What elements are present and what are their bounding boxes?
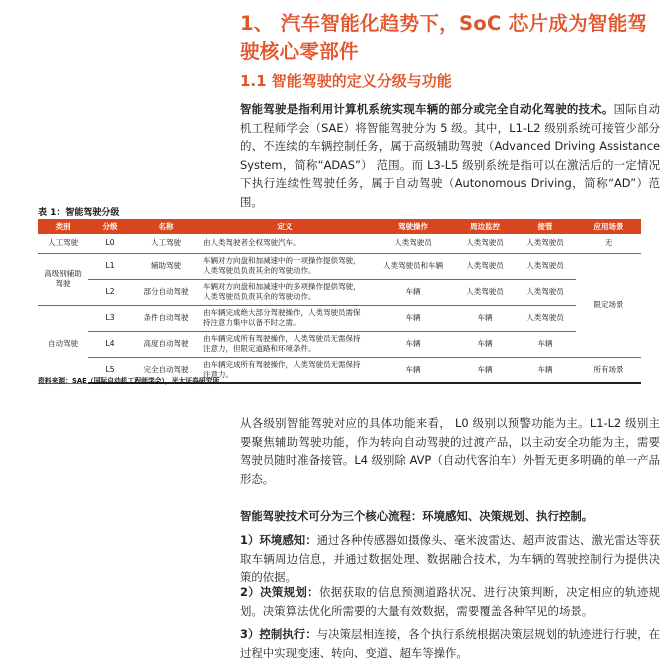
name-cell: 部分自动驾驶 [132,279,200,305]
table-row [38,305,641,331]
name-cell: 人工驾驶 [132,234,200,253]
table-header-row [38,219,641,234]
core-flow-title: 智能驾驶技术可分为三个核心流程：环境感知、决策规划、执行控制。 [240,509,594,523]
monitoring-cell: 车辆 [456,331,514,357]
header-name: 名称 [132,219,200,234]
takeover-cell: 车辆 [514,357,576,383]
level-cell: L5 [88,357,132,383]
definition-cell: 由车辆完成绝大部分驾驶操作，人类驾驶员需保持注意力集中以备不时之需。 [200,305,370,331]
table-row [38,331,641,357]
table-row [38,234,641,253]
operation-cell: 车辆 [370,357,456,383]
planning-item [240,583,660,620]
scene-cell: 无 [576,234,641,253]
table-source: 资料来源：SAE（国际自动机工程师学会），光大证券研究所 [38,377,220,385]
header-level: 分级 [88,219,132,234]
header-category: 类别 [38,219,88,234]
section-title: 1、 汽车智能化趋势下，SoC 芯片成为智能驾驶核心零部件 [240,12,648,63]
subsection-title: 1.1 智能驾驶的定义分级与功能 [240,72,452,90]
header-monitoring: 周边监控 [456,219,514,234]
takeover-cell: 人类驾驶员 [514,279,576,305]
takeover-cell: 人类驾驶员 [514,253,576,279]
header-definition: 定义 [200,219,370,234]
level-cell: L3 [88,305,132,331]
level-cell: L0 [88,234,132,253]
name-cell: 辅助驾驶 [132,253,200,279]
operation-cell: 车辆 [370,331,456,357]
item-label: 1）环境感知： [240,533,317,547]
item-text: 依据获取的信息预测道路状况、进行决策判断，决定相应的轨迹规划。决策算法优化所需要的大量有效数据，需要覆盖各种罕见的场景。 [240,585,660,618]
monitoring-cell: 车辆 [456,357,514,383]
monitoring-cell: 人类驾驶员 [456,253,514,279]
intro-bold-lead: 智能驾驶是指利用计算机系统实现车辆的部分或完全自动化驾驶的技术。 [240,102,614,116]
header-scene: 应用场景 [576,219,641,234]
scene-cell: 所有场景 [576,357,641,383]
definition-cell: 车辆对方向盘和加减速中的多项操作提供驾驶，人类驾驶员负责其余的驾驶动作。 [200,279,370,305]
functions-paragraph: 从各级别智能驾驶对应的具体功能来看， L0 级别以预警功能为主。L1-L2 级别主要聚焦辅助驾驶功能，作为转向自动驾驶的过渡产品，以主动安全功能为主，需要驾驶员随时准备接管。L4 级别除 AVP（自动代客泊车）外暂无更多明确的单一产品形态。 [240,416,660,486]
scene-cell: 限定场景 [576,253,641,357]
takeover-cell: 人类驾驶员 [514,305,576,331]
name-cell: 条件自动驾驶 [132,305,200,331]
table-row [38,253,641,279]
operation-cell: 车辆 [370,279,456,305]
perception-item [240,531,660,587]
category-cell: 自动驾驶 [38,305,88,383]
operation-cell: 人类驾驶员 [370,234,456,253]
category-cell: 人工驾驶 [38,234,88,253]
item-text: 通过各种传感器如摄像头、毫米波雷达、超声波雷达、激光雷达等获取车辆周边信息，并通过数据处理、数据融合技术，为车辆的驾驶控制行为提供决策的依据。 [240,533,660,584]
takeover-cell: 车辆 [514,331,576,357]
header-takeover: 接管 [514,219,576,234]
table-row [38,279,641,305]
header-operation: 驾驶操作 [370,219,456,234]
operation-cell: 车辆 [370,305,456,331]
item-text: 与决策层相连接，各个执行系统根据决策层规划的轨迹进行行驶，在过程中实现变速、转向、变道、超车等操作。 [240,627,660,660]
definition-cell: 由人类驾驶者全权驾驶汽车。 [200,234,370,253]
name-cell: 完全自动驾驶 [132,357,200,383]
definition-cell: 车辆对方向盘和加减速中的一项操作提供驾驶，人类驾驶员负责其余的驾驶动作。 [200,253,370,279]
name-cell: 高度自动驾驶 [132,331,200,357]
item-label: 3）控制执行： [240,627,317,641]
level-cell: L4 [88,331,132,357]
category-cell: 高级别辅助驾驶 [38,253,88,305]
control-item [240,625,660,662]
monitoring-cell: 人类驾驶员 [456,234,514,253]
intro-text: 国际自动机工程师学会（SAE）将智能驾驶分为 5 级。其中，L1-L2 级别系统可接管少部分的、不连续的车辆控制任务，属于高级辅助驾驶（Advanced Driving Assistance System，简称“ADAS”） 范围。而 L3-L5 级别系统是指可以在激活后的一定情况下执行连续性驾驶任务，属于自动驾驶（Autonomous Driving，简称“AD”）范围。 [240,102,660,209]
item-label: 2）决策规划： [240,585,319,599]
level-cell: L1 [88,253,132,279]
intro-paragraph [240,100,660,211]
level-cell: L2 [88,279,132,305]
definition-cell: 由车辆完成所有驾驶操作，人类驾驶员无需保持注意力，但限定道路和环境条件。 [200,331,370,357]
monitoring-cell: 人类驾驶员 [456,279,514,305]
autonomy-level-table [38,219,641,384]
monitoring-cell: 车辆 [456,305,514,331]
table-caption: 表 1：智能驾驶分级 [38,208,120,218]
definition-cell: 由车辆完成所有驾驶操作，人类驾驶员无需保持注意力。 [200,357,370,383]
takeover-cell: 人类驾驶员 [514,234,576,253]
operation-cell: 人类驾驶员和车辆 [370,253,456,279]
